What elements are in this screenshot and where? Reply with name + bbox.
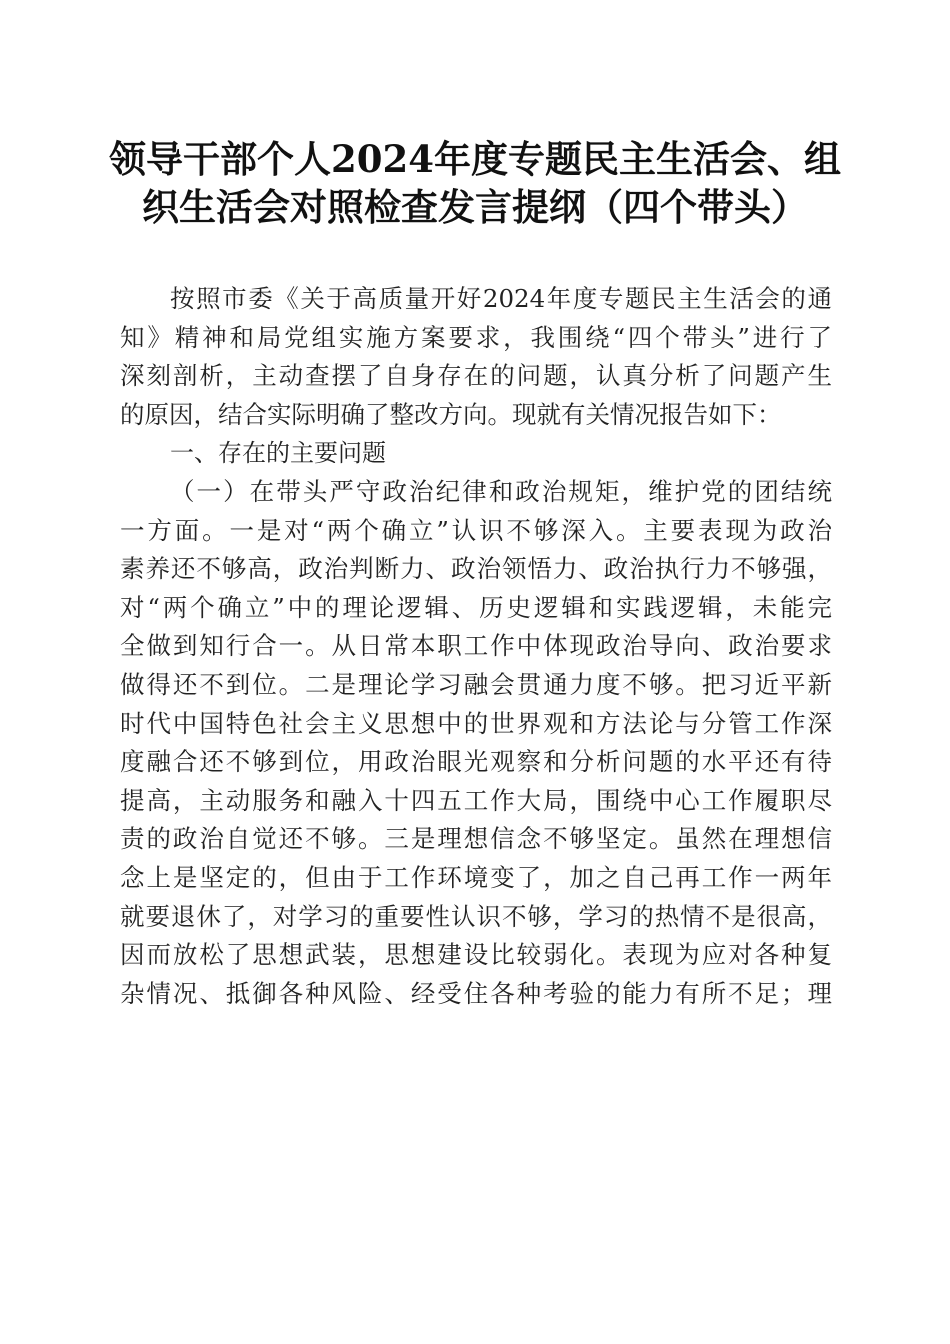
subsection-paragraph [120,473,832,1013]
subsection-line: 责的政治自觉还不够。三是理想信念不够坚定。虽然在理想信 [120,824,832,854]
subsection-line: 就要退休了，对学习的重要性认识不够，学习的热情不是很高， [120,901,832,931]
subsection-line: 一方面。一是对“两个确立”认识不够深入。主要表现为政治 [120,515,832,545]
section-heading: 一、存在的主要问题 [170,439,386,468]
intro-line: 知》精神和局党组实施方案要求，我围绕“四个带头”进行了 [120,322,832,352]
subsection-line: 素养还不够高，政治判断力、政治领悟力、政治执行力不够强， [120,554,832,584]
subsection-line: 杂情况、抵御各种风险、经受住各种考验的能力有所不足；理 [120,978,832,1008]
subsection-line: 度融合还不够到位，用政治眼光观察和分析问题的水平还有待 [120,747,832,777]
subsection-line: 对“两个确立”中的理论逻辑、历史逻辑和实践逻辑，未能完 [120,592,832,622]
subsection-line: 时代中国特色社会主义思想中的世界观和方法论与分管工作深 [120,708,832,738]
subsection-line: 做得还不到位。二是理论学习融会贯通力度不够。把习近平新 [120,669,832,699]
subsection-line: （一）在带头严守政治纪律和政治规矩，维护党的团结统 [170,476,832,506]
document-title [100,135,850,231]
subsection-line: 提高，主动服务和融入十四五工作大局，围绕中心工作履职尽 [120,785,832,815]
intro-paragraph [120,280,832,434]
title-line-2: 织生活会对照检查发言提纲（四个带头） [142,185,808,229]
intro-line: 按照市委《关于高质量开好2024年度专题民主生活会的通 [170,284,832,313]
intro-line: 深刻剖析，主动查摆了自身存在的问题，认真分析了问题产生 [120,361,832,391]
subsection-line: 全做到知行合一。从日常本职工作中体现政治导向、政治要求 [120,631,832,661]
subsection-line: 念上是坚定的，但由于工作环境变了，加之自己再工作一两年 [120,862,832,892]
intro-line: 的原因，结合实际明确了整改方向。现就有关情况报告如下： [120,399,782,429]
subsection-line: 因而放松了思想武装，思想建设比较弱化。表现为应对各种复 [120,940,832,970]
document-body [120,280,832,1013]
title-line-1: 领导干部个人2024年度专题民主生活会、组 [109,137,841,181]
